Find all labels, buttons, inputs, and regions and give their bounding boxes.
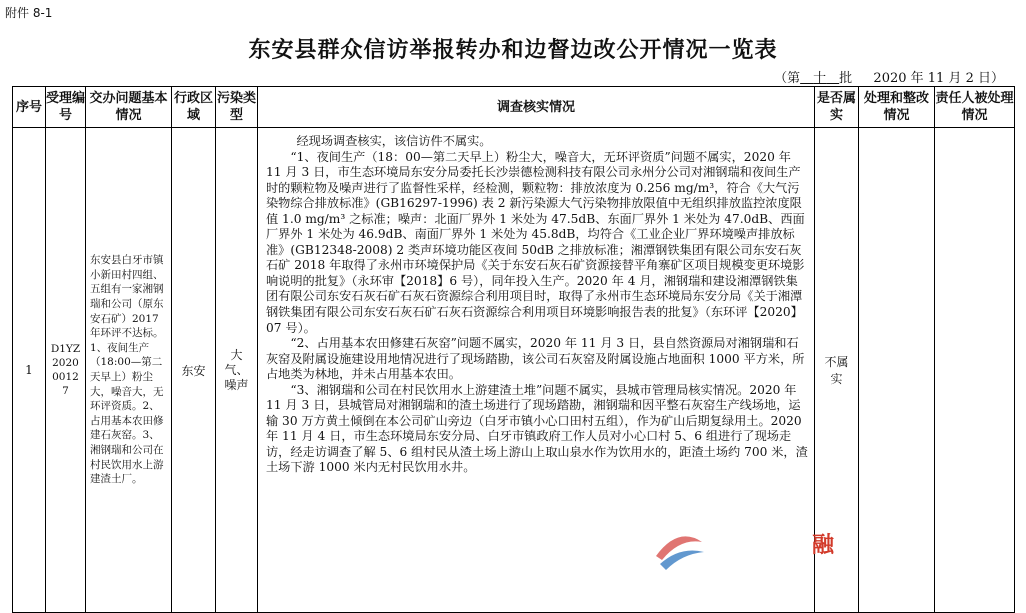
finding-paragraph: “1、夜间生产（18：00—第二天早上）粉尘大，噪音大，无环评资质”问题不属实，2020 年 11 月 3 日，市生态环境局东安分局委托长沙崇德检测科技有限公司永州分公司对湘钢瑞和夜间生产时的颗粒物及噪声进行了监督性采样，经检测，颗粒物：排放浓度为 0.256 mg/m³，符合《大气污染物综合排放标准》(GB16297-1996) 表 2 新污染源大气污染物排放限值中无组织排放监控浓度限值 1.0 mg/m³ 之标准；噪声：北面厂界外 1 米处为 47.5dB、东面厂界外 1 米处为 47.0dB、西面厂界外 1 米处为 46.9dB、南面厂界外 1 米处为 45.8dB，均符合《工业企业厂界环境噪声排放标准》(GB12348-2008) 2 类声环境功能区夜间 50dB 之排放标准；湘潭钢铁集团有限公司东安石灰石矿 2018 年取得了永州市环境保护局《关于东安石灰石矿资源接替平角寨矿区项目规模变更环境影响说明的批复》（永环审【2018】6 号），同年投入生产。2020 年 4 月，湘钢瑞和建设湘潭钢铁集团有限公司东安石灰石矿石灰石资源综合利用项目时，取得了永州市生态环境局东安分局《关于湘潭钢铁集团有限公司东安石灰石矿石灰石资源综合利用项目环境影响报告表的批复》（东环评【2020】07 号）。 bbox=[266, 149, 805, 335]
header-is-true: 是否属实 bbox=[815, 87, 859, 128]
cell-finding bbox=[258, 128, 815, 613]
cell-accountability bbox=[935, 128, 1015, 613]
header-accept-no: 受理编号 bbox=[46, 87, 86, 128]
page-title: 东安县群众信访举报转办和边督边改公开情况一览表 bbox=[248, 38, 778, 63]
batch-suffix: 批 2020 年 11 月 2 日） bbox=[839, 71, 1004, 86]
attachment-label: 附件 8-1 bbox=[5, 6, 53, 20]
cell-accept-no: D1YZ20200012 7 bbox=[46, 128, 86, 613]
header-finding: 调查核实情况 bbox=[258, 87, 815, 128]
watermark-text: 融 bbox=[812, 533, 835, 558]
report-table bbox=[12, 86, 1015, 613]
header-seq: 序号 bbox=[13, 87, 46, 128]
batch-number: 十 bbox=[813, 71, 827, 86]
finding-paragraph: 经现场调查核实，该信访件不属实。 bbox=[296, 134, 492, 148]
header-pollution: 污染类型 bbox=[216, 87, 258, 128]
header-issue: 交办问题基本情况 bbox=[86, 87, 172, 128]
cell-handling bbox=[859, 128, 935, 613]
table-row bbox=[13, 128, 1015, 613]
header-row bbox=[13, 87, 1015, 128]
batch-prefix: （第 bbox=[774, 71, 801, 86]
cell-region: 东安 bbox=[172, 128, 216, 613]
cell-pollution: 大气、噪声 bbox=[216, 128, 258, 613]
header-region: 行政区域 bbox=[172, 87, 216, 128]
finding-paragraph: “2、占用基本农田修建石灰窑”问题不属实，2020 年 11 月 3 日，县自然资源局对湘钢瑞和石灰窑及附属设施建设用地情况进行了现场踏勘，该公司石灰窑及附属设施占地面积 1000 平方米，所占地类为林地，并未占用基本农田。 bbox=[266, 336, 805, 382]
header-handling: 处理和整改情况 bbox=[859, 87, 935, 128]
batch-date-line bbox=[774, 67, 1004, 86]
media-logo-icon bbox=[648, 516, 708, 576]
cell-is-true: 不属实 bbox=[815, 128, 859, 613]
finding-paragraph: “3、湘钢瑞和公司在村民饮用水上游建渣土堆”问题不属实，县城市管理局核实情况。2020 年 11 月 3 日，县城管局对湘钢瑞和的渣土场进行了现场踏勘，湘钢瑞和因平整石灰窑生产线场地，运输 30 万方黄土倾倒在本公司矿山旁边（白牙市镇小心口田村五组），作为矿山后期复绿用土。2020 年 11 月 4 日，市生态环境局东安分局、白牙市镇政府工作人员对小心口村 5、6 组进行了现场走访，经走访调查了解 5、6 组村民从渣土场上游山上取山泉水作为饮用水的，距渣土场约 700 米，渣土场下游 1000 米内无村民饮用水井。 bbox=[266, 382, 808, 475]
cell-issue: 东安县白牙市镇小新田村四组、五组有一家湘钢瑞和公司（原东安石矿）2017年环评不达标。1、夜间生产（18:00—第二天早上）粉尘大，噪音大，无环评资质。2、占用基本农田修建石灰窑。3、湘钢瑞和公司在村民饮用水上游建渣土厂。 bbox=[86, 128, 172, 613]
header-accountability: 责任人被处理情况 bbox=[935, 87, 1015, 128]
cell-seq: 1 bbox=[13, 128, 46, 613]
